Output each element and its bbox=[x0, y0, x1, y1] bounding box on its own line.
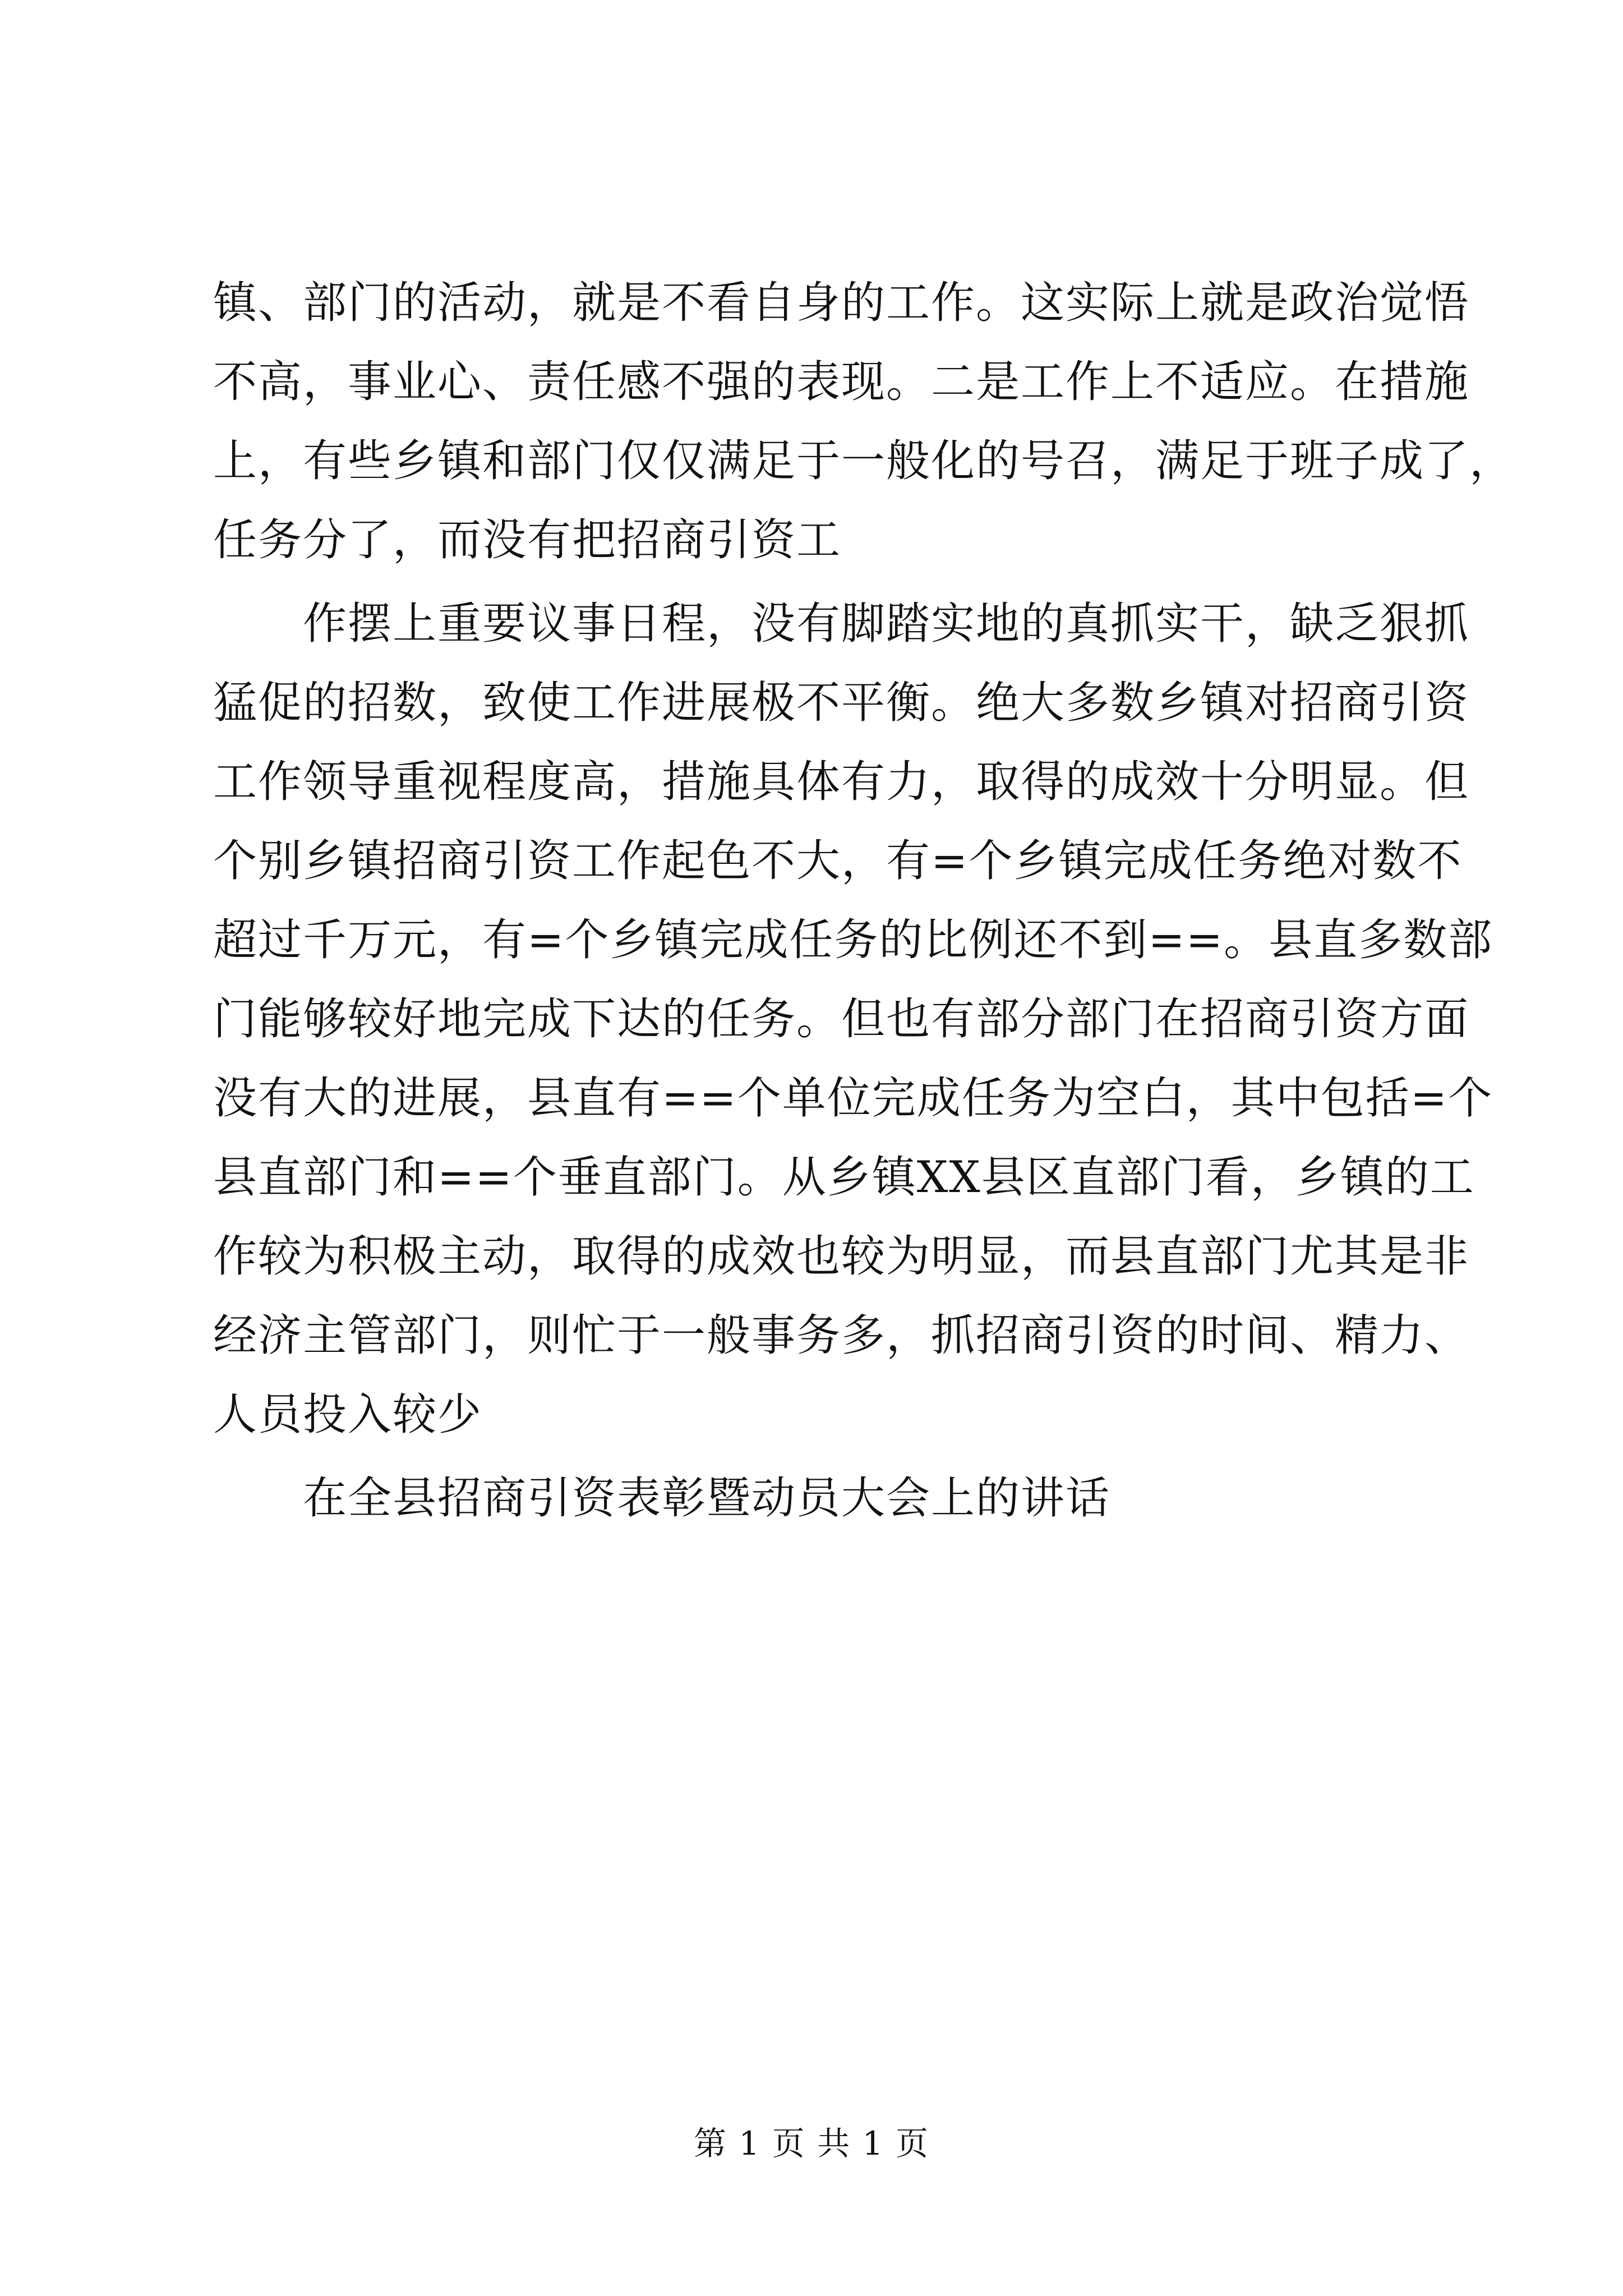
text-line: 镇、部门的活动，就是不看自身的工作。这实际上就是政治觉悟 bbox=[213, 278, 1470, 328]
paragraph-2 bbox=[213, 585, 1493, 1455]
text-line: 工作领导重视程度高，措施具体有力，取得的成效十分明显。但 bbox=[213, 757, 1470, 807]
text-line: 没有大的进展，县直有==个单位完成任务为空白，其中包括=个 bbox=[213, 1073, 1493, 1124]
text-line: 猛促的招数，致使工作进展极不平衡。绝大多数乡镇对招商引资 bbox=[213, 678, 1470, 728]
text-line: 作摆上重要议事日程，没有脚踏实地的真抓实干，缺乏狠抓 bbox=[303, 599, 1470, 649]
paragraph-1 bbox=[213, 264, 1515, 580]
text-line: 县直部门和==个垂直部门。从乡镇XX县区直部门看，乡镇的工 bbox=[213, 1152, 1475, 1203]
text-line: 不高，事业心、责任感不强的表现。二是工作上不适应。在措施 bbox=[213, 357, 1470, 407]
text-line: 超过千万元，有=个乡镇完成任务的比例还不到==。县直多数部 bbox=[213, 915, 1493, 965]
text-line: 经济主管部门，则忙于一般事务多，抓招商引资的时间、精力、 bbox=[213, 1310, 1470, 1361]
text-line: 个别乡镇招商引资工作起色不大，有=个乡镇完成任务绝对数不 bbox=[213, 836, 1463, 886]
speech-title-line: 在全县招商引资表彰暨动员大会上的讲话 bbox=[303, 1473, 1111, 1524]
text-line: 作较为积极主动，取得的成效也较为明显，而县直部门尤其是非 bbox=[213, 1231, 1470, 1282]
text-line: 门能够较好地完成下达的任务。但也有部分部门在招商引资方面 bbox=[213, 994, 1470, 1045]
paragraph-3 bbox=[213, 1459, 1430, 1538]
document-body bbox=[213, 264, 1515, 1538]
page-footer: 第 1 页 共 1 页 bbox=[694, 2124, 929, 2162]
text-line: 人员投入较少 bbox=[213, 1389, 483, 1440]
text-line: 任务分了，而没有把招商引资工 bbox=[213, 515, 842, 565]
text-line: 上，有些乡镇和部门仅仅满足于一般化的号召，满足于班子成了， bbox=[213, 436, 1515, 486]
